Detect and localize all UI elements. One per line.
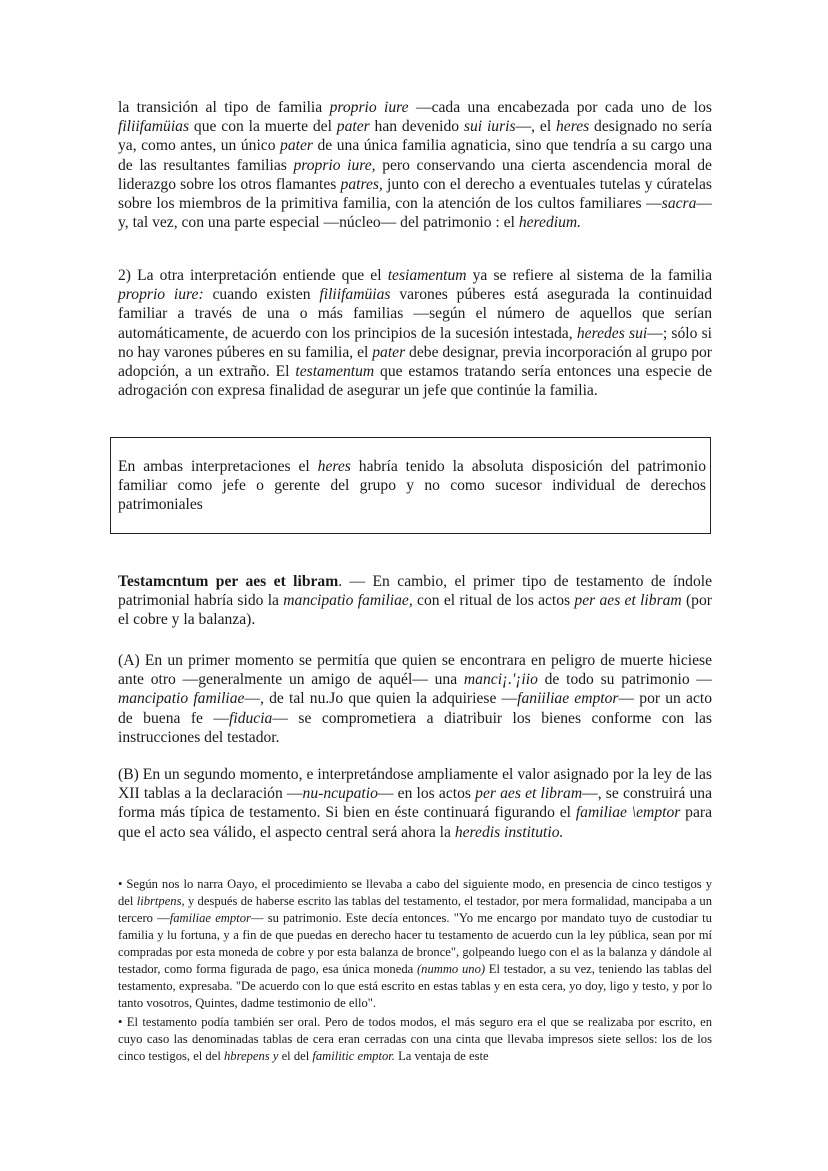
text-run: debe designar, previa incorporación al grupo por adopción, a un extraño. El: [118, 343, 712, 381]
italic-text: heredium.: [518, 214, 582, 232]
text-run: que estamos tratando sería entonces una especie de adrogación con expresa finalidad de asegurar un jefe que continúe la familia.: [118, 363, 712, 400]
footnote-1: [118, 876, 712, 1012]
italic-text: mancipatio familiae,: [283, 592, 413, 610]
italic-text: familiae \emptor: [575, 804, 681, 822]
italic-text: tesiamentum: [387, 267, 467, 284]
text-run: • El testamento podía también ser oral. Pero de todos modos, el más seguro era el que se realizaba por escrito, en cuyo caso las denominadas tablas de cera eran cerradas con una cinta que llevaba impresos siete sellos: los de los cinco testigos, el del: [118, 1015, 712, 1063]
text-run: El testador, a su vez, teniendo las tablas del testamento, expresaba. "De acuerdo con lo que está escrito en estas tablas y en esta cera, yo doy, ligo y testo, y por lo tanto vosotros, Quintes, dadme testimonio de ello".: [118, 962, 712, 1010]
italic-text: librtpens,: [136, 894, 185, 908]
italic-text: manci¡.'¡iio: [463, 671, 538, 689]
italic-text: heredis institutio.: [454, 823, 564, 841]
italic-text: familiae emptor: [169, 911, 251, 925]
footnote-2: [118, 1014, 712, 1065]
text-run: En ambas interpretaciones el: [118, 458, 318, 475]
italic-text: hbrepens y: [223, 1049, 279, 1063]
text-run: con el ritual de los actos: [412, 592, 575, 610]
italic-text: per aes et libram: [475, 785, 583, 803]
text-run: — por un acto de buena fe —: [118, 690, 712, 727]
text-run: . — En cambio, el primer tipo de testamento de índole patrimonial habría sido la: [118, 573, 712, 610]
text-run: el del: [278, 1049, 313, 1063]
text-run: la transición al tipo de familia: [118, 99, 330, 116]
text-run: — y, tal vez, con una parte especial —núcleo— del patrimonio : el: [118, 195, 712, 232]
text-run: — su patrimonio. Este decía entonces. "Yo me encargo por mandato tuyo de custodiar tu familia y lu fortuna, y a fin de que puedas en derecho hacer tu testamento de acuerdo cun la ley pública, sean por mí compradas por esta moneda de cobre y por esta balanza de bronce", golpeando luego con el as la balanza y dándole al testador, como forma figurada de pago, esa única moneda: [118, 911, 712, 976]
italic-text: proprio iure: [329, 99, 409, 116]
italic-text: mancipatio familiae: [118, 690, 245, 708]
text-run: (A) En un primer momento se permitía que quien se encontrara en peligro de muerte hiciese ante otro —generalmente un amigo de aquél— una: [118, 652, 712, 689]
italic-text: sacra: [661, 195, 697, 213]
italic-text: proprio iure,: [293, 156, 376, 174]
italic-text: (nummo uno): [416, 962, 486, 976]
text-run: • Según nos lo narra Oayo, el procedimiento se llevaba a cabo del siguiente modo, en presencia de cinco testigos y del: [118, 877, 712, 908]
text-run: habría tenido la absoluta disposición del patrimonio familiar como jefe o gerente del grupo y no como sucesor individual de derechos patrimoniales: [118, 458, 706, 514]
text-run: que con la muerte del: [189, 118, 337, 136]
italic-text: nu-ncupatio: [302, 785, 378, 803]
text-run: ya se refiere al sistema de la familia: [466, 267, 712, 284]
italic-text: filiifamüias: [319, 286, 391, 304]
text-run: —; sólo si no hay varones púberes en su familia, el: [118, 324, 713, 361]
paragraph-testamentum-heading: [118, 572, 712, 630]
italic-text: sui iuris: [463, 118, 516, 136]
paragraph-transicion: [118, 98, 712, 232]
text-run: de todo su patrimonio —: [537, 671, 712, 689]
text-run: varones púberes está asegurada la continuidad familiar a través de una o más familias —según el número de aquellos que serían automáticamente, de acuerdo con los principios de la sucesión intestada,: [118, 286, 712, 342]
italic-text: heres: [556, 118, 590, 136]
text-run: cuando existen: [203, 286, 320, 304]
text-run: (B) En un segundo momento, e interpretándose ampliamente el valor asignado por la ley de las XII tablas a la declaración —: [118, 766, 712, 803]
italic-text: heres: [317, 458, 351, 475]
italic-text: pater: [336, 118, 370, 136]
text-run: de una única familia agnaticia, sino que tendría a su cargo una de las resultantes familias: [118, 137, 712, 174]
text-run: (por el cobre y la balanza).: [118, 592, 712, 629]
italic-text: per aes et libram: [574, 592, 682, 610]
paragraph-a: [118, 651, 712, 747]
text-run: y después de haberse escrito las tablas del testamento, el testador, por mera formalidad, mancipaba a un tercero —: [118, 894, 712, 925]
bold-text: Testamcntum per aes et libram: [118, 573, 339, 590]
italic-text: familitic emptor.: [312, 1049, 395, 1063]
text-run: —, el: [515, 118, 556, 136]
italic-text: proprio iure:: [118, 286, 204, 304]
paragraph-interpretacion-2: [118, 266, 712, 400]
text-run: para que el acto sea válido, el aspecto central será ahora la: [118, 804, 712, 841]
text-run: pero conservando una cierta ascendencia moral de liderazgo sobre los otros flamantes: [118, 156, 712, 193]
text-run: junto con el derecho a eventuales tutelas y cúratelas sobre los miembros de la primitiva familia, con la atención de los cultos familiares —: [118, 175, 712, 213]
text-run: 2) La otra interpretación entiende que el: [118, 267, 388, 284]
box-paragraph: [118, 457, 706, 515]
italic-text: patres,: [340, 175, 383, 193]
text-run: han devenido: [369, 118, 464, 136]
text-run: — en los actos: [377, 785, 476, 803]
text-run: —, se construirá una forma más típica de testamento. Si bien en éste continuará figurando el: [118, 785, 712, 822]
italic-text: fiducia: [229, 709, 273, 727]
text-run: —, de tal nu.Jo que quien la adquiriese —: [244, 690, 518, 708]
italic-text: pater: [372, 343, 406, 361]
italic-text: faniiliae emptor: [517, 690, 619, 708]
italic-text: heredes sui: [576, 324, 648, 342]
text-run: designado no sería ya, como antes, un único: [118, 118, 712, 155]
text-run: —cada una encabezada por cada uno de los: [408, 99, 712, 116]
text-run: — se comprometiera a diatribuir los bienes conforme con las instrucciones del testador.: [118, 709, 712, 746]
paragraph-b: [118, 765, 712, 842]
italic-text: filiifamüias: [118, 118, 190, 136]
text-run: La ventaja de este: [394, 1049, 489, 1063]
italic-text: pater: [280, 137, 313, 155]
italic-text: testamentum: [295, 363, 375, 381]
